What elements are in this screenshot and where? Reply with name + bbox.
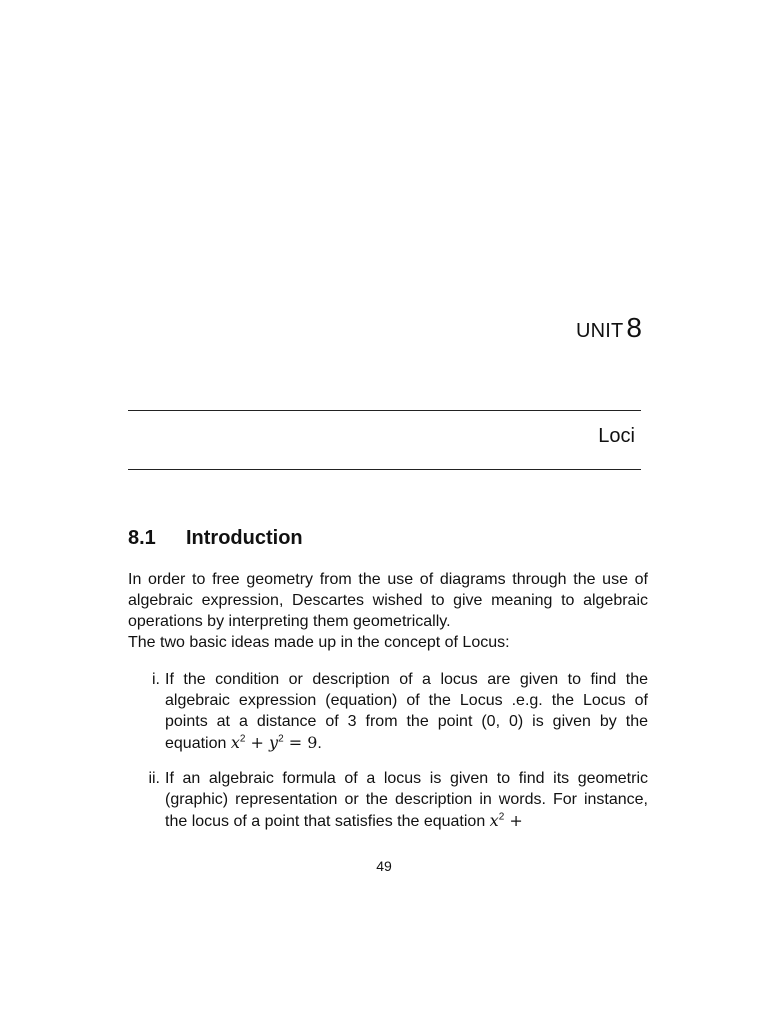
equation-exponent: 2 [239, 733, 246, 745]
section-number: 8.1 [128, 527, 156, 549]
section-heading [128, 527, 303, 550]
page-number: 49 [376, 858, 392, 874]
sentence-end: . [317, 735, 322, 752]
list-item-text: If an algebraic formula of a locus is given to find its geometric (graphic) representation or the description in words. For instance, the locus of a point that satisfies the equation [165, 770, 648, 830]
equation-exponent: 2 [498, 811, 505, 823]
list-marker: i. [152, 671, 160, 688]
equation-x: x [230, 733, 240, 752]
equation-x: x [489, 811, 499, 830]
list-marker: ii. [148, 770, 160, 787]
bottom-divider [128, 469, 641, 470]
section-title: Introduction [186, 527, 303, 549]
intro-paragraph: In order to free geometry from the use of diagrams through the use of algebraic expression, Descartes wished to give meaning to algebraic operations by interpreting them geometrically. [128, 571, 648, 630]
unit-label: UNIT [575, 320, 624, 342]
top-divider [128, 410, 641, 411]
intro-lead-in: The two basic ideas made up in the concept of Locus: [128, 634, 510, 651]
equation-operator: + [504, 811, 523, 830]
list-item-text: If the condition or description of a locus are given to find the algebraic expression (equation) of the Locus .e.g. the Locus of points at a distance of 3 from the point (0, 0) is given by the equation [165, 671, 648, 752]
concept-list [128, 669, 648, 846]
equation-exponent: 2 [278, 733, 284, 745]
intro-text [128, 569, 648, 653]
unit-number: 8 [626, 312, 642, 343]
equation-rhs: = 9 [283, 733, 318, 752]
equation-operator: + [245, 733, 270, 752]
unit-heading [576, 312, 642, 344]
chapter-title: Loci [598, 425, 635, 447]
list-item [128, 768, 648, 832]
equation-y: y [269, 733, 279, 752]
list-item [128, 669, 648, 754]
